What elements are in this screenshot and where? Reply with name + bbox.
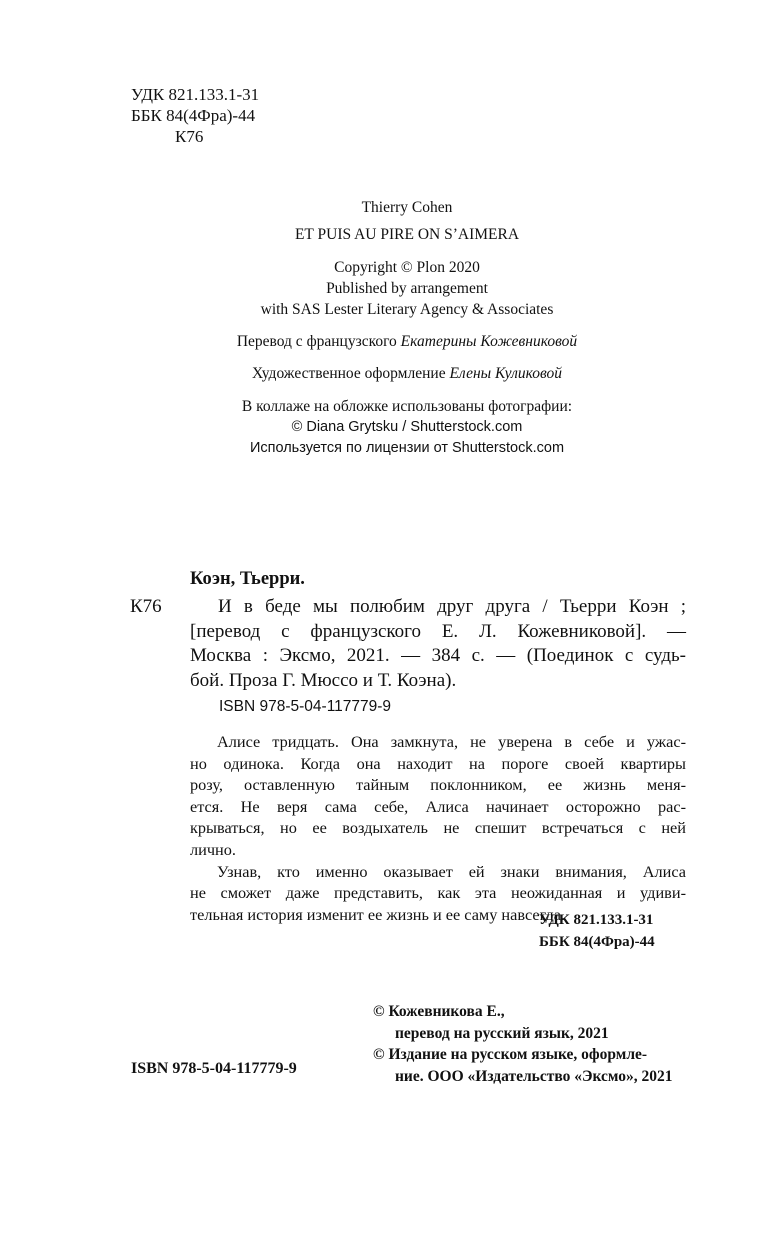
- copyright-line: Copyright © Plon 2020: [334, 259, 480, 276]
- catalog-author-heading: Коэн, Тьерри.: [190, 569, 305, 589]
- annotation-line: розу, оставленную тайным поклонником, ее жизнь меня-: [190, 775, 686, 795]
- catalog-isbn: ISBN 978-5-04-117779-9: [219, 698, 392, 715]
- bbk-code: ББК 84(4Фра)-44: [539, 933, 655, 950]
- translation-credit: Перевод с французского Екатерины Кожевниковой: [236, 333, 578, 350]
- annotation-line: Узнав, кто именно оказывает ей знаки внимания, Алиса: [217, 861, 686, 881]
- annotation-line: Алисе тридцать. Она замкнута, не уверена в себе и ужас-: [217, 732, 686, 751]
- catalog-description-line: Москва : Эксмо, 2021. — 384 с. — (Поединок с судь-: [190, 645, 686, 666]
- annotation-line: крываться, но ее воздыхатель не спешит встречаться с ней: [190, 818, 686, 838]
- photo-credit-line: В коллаже на обложке использованы фотографии:: [241, 398, 573, 415]
- agency-line: with SAS Lester Literary Agency & Associates: [260, 301, 554, 318]
- photo-credit-line: © Diana Grytsku / Shutterstock.com: [291, 419, 523, 435]
- design-credit: Художественное оформление Елены Куликовой: [251, 365, 563, 382]
- designer-name: Елены Куликовой: [449, 365, 563, 382]
- original-author: Thierry Cohen: [361, 199, 453, 216]
- catalog-description-line: бой. Проза Г. Мюссо и Т. Коэна).: [190, 669, 457, 691]
- udk-code: УДК 821.133.1-31: [539, 912, 654, 928]
- annotation: [190, 731, 686, 925]
- annotation-line: не сможет даже представить, как эта неожиданная и удиви-: [190, 883, 686, 903]
- copyright-line: © Кожевникова Е.,: [373, 1003, 505, 1020]
- catalog-code: К76: [130, 596, 162, 617]
- bbk-code: ББК 84(4Фра)-44: [131, 106, 256, 125]
- copyright-notice: [373, 1001, 673, 1087]
- copyright-line: перевод на русский язык, 2021: [395, 1024, 609, 1042]
- udk-code: УДК 821.133.1-31: [131, 85, 260, 104]
- annotation-line: ется. Не веря сама себе, Алиса начинает осторожно рас-: [190, 796, 686, 816]
- published-line: Published by arrangement: [326, 280, 488, 297]
- photo-credit-line: Используется по лицензии от Shutterstock.com: [249, 440, 565, 456]
- author-mark: К76: [175, 127, 204, 146]
- annotation-line: но одинока. Когда она находит на пороге своей квартиры: [190, 753, 686, 773]
- photo-credits: [130, 396, 684, 459]
- catalog-description-line: [перевод с французского Е. Л. Кожевниковой]. —: [190, 620, 686, 642]
- index-codes-top: [131, 84, 259, 147]
- original-copyright: [130, 257, 684, 320]
- isbn-footer: ISBN 978-5-04-117779-9: [131, 1060, 297, 1077]
- copyright-line: ние. ООО «Издательство «Эксмо», 2021: [395, 1067, 673, 1085]
- index-codes-bottom: [539, 910, 655, 953]
- copyright-line: © Издание на русском языке, оформле-: [373, 1046, 648, 1063]
- annotation-line: тельная история изменит ее жизнь и ее саму навсегда.: [190, 904, 566, 924]
- annotation-line: лично.: [190, 839, 236, 859]
- translator-name: Екатерины Кожевниковой: [400, 333, 578, 350]
- catalog-description-line: И в беде мы полюбим друг друга / Тьерри Коэн ;: [218, 596, 686, 617]
- catalog-description: [190, 595, 686, 693]
- original-title: ET PUIS AU PIRE ON S’AIMERA: [294, 226, 520, 243]
